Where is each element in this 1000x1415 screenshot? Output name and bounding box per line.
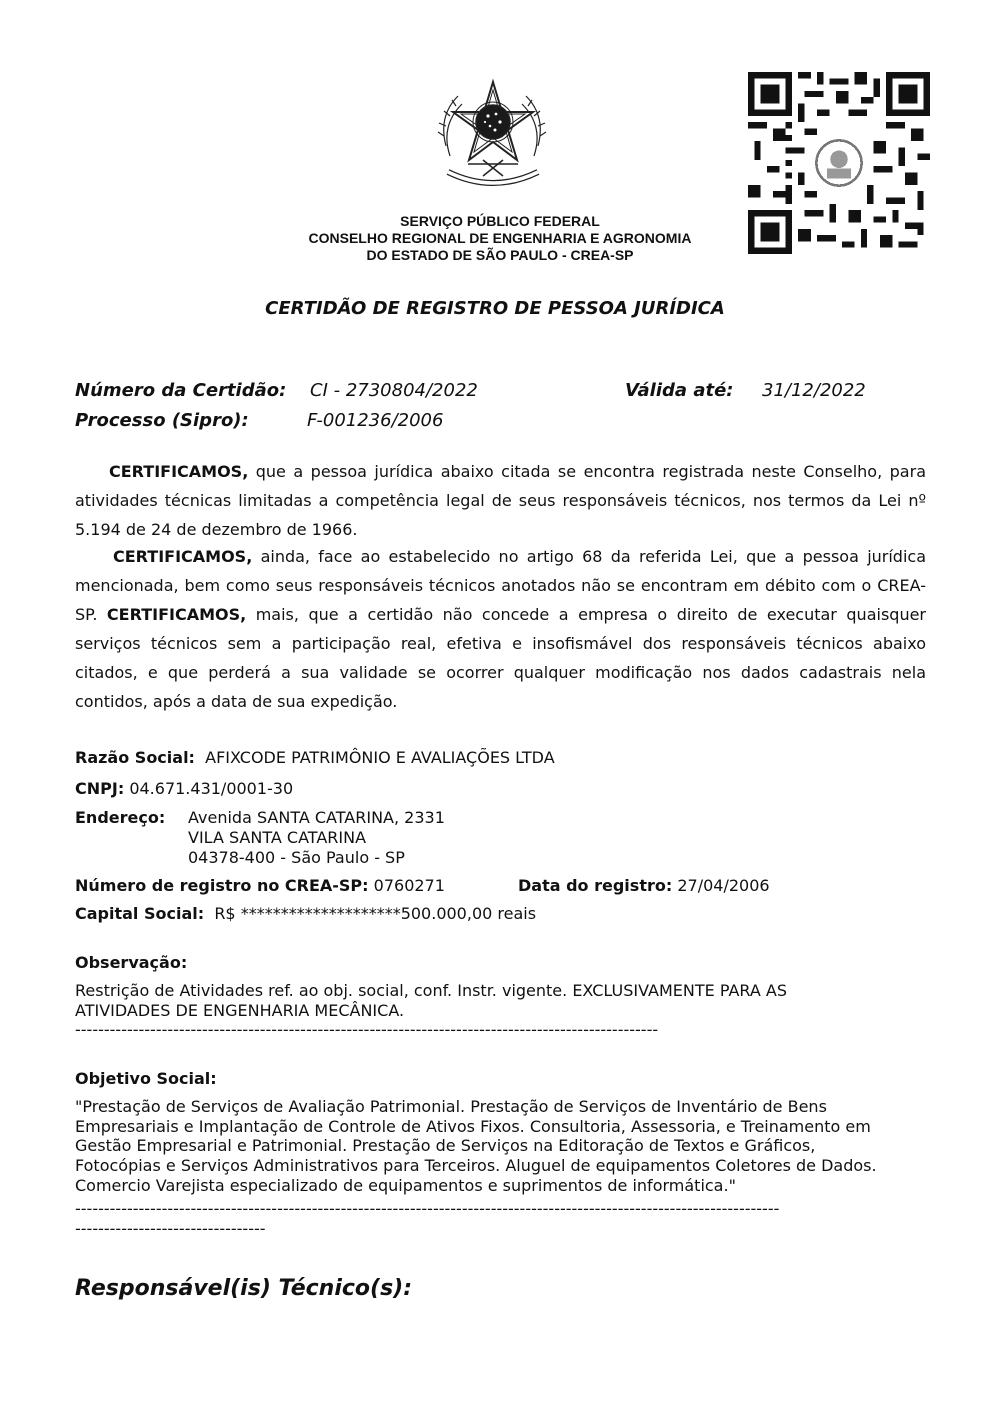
process-label: Processo (Sipro):: [75, 410, 249, 431]
company-name-row: Razão Social: AFIXCODE PATRIMÔNIO E AVALIAÇÕES LTDA: [75, 748, 555, 767]
crea-registration-row: Número de registro no CREA-SP: 0760271: [75, 876, 445, 895]
brazil-coat-of-arms-emblem: [428, 76, 558, 200]
observation-label: Observação:: [75, 953, 188, 972]
header-line-2: CONSELHO REGIONAL DE ENGENHARIA E AGRONOMIA: [308, 230, 692, 246]
certification-paragraph-1: CERTIFICAMOS, que a pessoa jurídica abaixo citada se encontra registrada neste Conselho, para atividades técnicas limitadas a competência legal de seus responsáveis técnicos, nos termos da Lei nº 5.194 de 24 de dezembro de 1966.: [75, 462, 926, 539]
address-line-1: Avenida SANTA CATARINA, 2331: [188, 808, 445, 827]
issuer-header: [0, 213, 1000, 264]
technical-responsibles-heading: Responsável(is) Técnico(s):: [75, 1276, 413, 1301]
valid-until-label: Válida até:: [625, 380, 734, 401]
certificate-number-label: Número da Certidão:: [75, 380, 287, 401]
address-label: Endereço:: [75, 808, 166, 827]
social-objective-label: Objetivo Social:: [75, 1069, 217, 1088]
document-title: CERTIDÃO DE REGISTRO DE PESSOA JURÍDICA: [265, 298, 725, 319]
header-line-1: SERVIÇO PÚBLICO FEDERAL: [400, 213, 600, 229]
social-objective-line-4: Fotocópias e Serviços Administrativos para Terceiros. Aluguel de equipamentos Coletores de Dados.: [75, 1156, 877, 1175]
header-line-3: DO ESTADO DE SÃO PAULO - CREA-SP: [366, 247, 634, 263]
social-objective-separator-2: ---------------------------------: [75, 1219, 266, 1238]
address-line-2: VILA SANTA CATARINA: [188, 828, 367, 847]
cnpj-row: CNPJ: 04.671.431/0001-30: [75, 779, 294, 798]
observation-line-1: Restrição de Atividades ref. ao obj. social, conf. Instr. vigente. EXCLUSIVAMENTE PARA AS: [75, 981, 787, 1000]
registration-date-row: Data do registro: 27/04/2006: [518, 876, 770, 895]
address-line-3: 04378-400 - São Paulo - SP: [188, 848, 405, 867]
social-objective-line-3: Gestão Empresarial e Patrimonial. Prestação de Serviços na Editoração de Textos e Gráficos,: [75, 1136, 816, 1155]
certificate-number-value: CI - 2730804/2022: [310, 380, 478, 401]
observation-line-2: ATIVIDADES DE ENGENHARIA MECÂNICA.: [75, 1001, 405, 1020]
certification-paragraph-2: CERTIFICAMOS, ainda, face ao estabelecido no artigo 68 da referida Lei, que a pessoa jurídica mencionada, bem como seus responsáveis técnicos anotados não se encontram em débito com o CREA-SP. CERTIFICAMOS, mais, que a certidão não concede a empresa o direito de executar quaisquer serviços técnicos sem a participação real, efetiva e insofismável dos responsáveis técnicos abaixo citados, e que perderá a sua validade se ocorrer qualquer modificação nos dados cadastrais nela contidos, após a data de sua expedição.: [75, 547, 927, 711]
valid-until-value: 31/12/2022: [762, 380, 866, 401]
social-objective-line-5: Comercio Varejista especializado de equipamentos e suprimentos de informática.": [75, 1176, 736, 1195]
social-objective-line-1: "Prestação de Serviços de Avaliação Patrimonial. Prestação de Serviços de Inventário de Bens: [75, 1097, 827, 1116]
capital-row: Capital Social: R$ ********************500.000,00 reais: [75, 904, 537, 923]
social-objective-line-2: Empresariais e Implantação de Controle de Ativos Fixos. Consultoria, Assessoria, e Treinamento em: [75, 1117, 871, 1136]
process-value: F-001236/2006: [307, 410, 444, 431]
social-objective-separator-1: --------------------------------------------------------------------------------------------------------------------------: [75, 1199, 780, 1218]
observation-separator: -----------------------------------------------------------------------------------------------------: [75, 1020, 659, 1039]
